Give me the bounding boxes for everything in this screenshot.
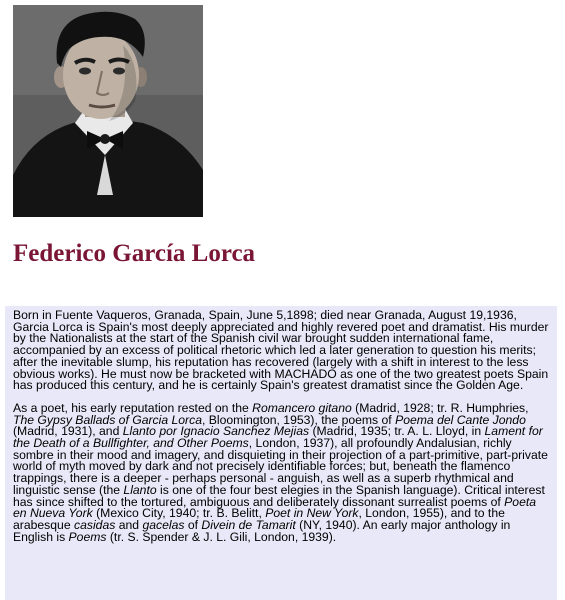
work-title: The Gypsy Ballads of Garcia Lorca: [13, 412, 202, 427]
bio-text-run: of: [184, 517, 202, 532]
bio-text-run: , London, 1937), all profoundly Andalusian, richly sombre in their mood and imagery, and disquieting in their projection of a part-primitive, part-private world of myth moved by dark and not precisely identifiable forces; but, beneath the flamenco trappings, there is a deeper - perhaps personal - anguish, as well as a superb rhythmical and linguistic sense (the: [13, 436, 548, 497]
bio-text-run: , Bloomington, 1953), the poems of: [202, 412, 396, 427]
bio-text-run: (Madrid, 1928; tr. R. Humphries,: [351, 400, 529, 415]
bio-text-run: (Madrid, 1931), and: [13, 424, 123, 439]
bio-text-run: , London, 1955), and to the arabesque: [13, 506, 505, 532]
bio-text-run: is one of the four best elegies in the Spanish language). Critical interest has since shifted to the tortured, ambiguous and deliberately dissonant surrealist poems of: [13, 482, 545, 509]
work-title: gacelas: [142, 517, 185, 532]
work-title: Romancero gitano: [252, 400, 352, 415]
work-title: Llanto: [123, 482, 157, 497]
bio-paragraph-2: [13, 400, 551, 544]
work-title: Llanto por Ignacio Sanchez Mejias: [122, 424, 310, 439]
biography-box: [5, 306, 557, 600]
bio-text-run: (NY, 1940). An early major anthology in English is: [13, 517, 511, 544]
work-title: Poet in New York: [265, 506, 359, 521]
work-title: casidas: [74, 517, 116, 532]
work-title: Lament for the Death of a Bullfighter, and Other Poems: [13, 424, 543, 451]
bio-text-run: (Mexico City, 1940; tr. B. Belitt,: [92, 506, 266, 521]
bio-text-run: (Madrid, 1935; tr. A. L. Lloyd, in: [309, 424, 485, 439]
bio-text-run: As a poet, his early reputation rested on the: [13, 400, 253, 415]
work-title: Poeta en Nueva York: [13, 494, 537, 521]
bio-text-run: and: [115, 517, 143, 532]
work-title: Divein de Tamarit: [201, 517, 296, 532]
work-title: Poema del Cante Jondo: [395, 412, 526, 427]
bio-text-run: (tr. S. Spender & J. L. Gili, London, 1939).: [106, 529, 337, 544]
work-title: Poems: [68, 529, 107, 544]
page-title: Federico García Lorca: [13, 240, 256, 267]
bio-paragraph-1: Born in Fuente Vaqueros, Granada, Spain, June 5,1898; died near Granada, August 19,1936, Garcia Lorca is Spain's most deeply appreciated and highly revered poet and dramatist. His murder by the Nationalists at the start of the Spanish civil war brought sudden international fame, accompanied by an excess of political rhetoric which led a later generation to question his merits; after the inevitable slump, his reputation has recovered (largely with a shift in interest to the less obvious works). He must now be bracketed with MACHADO as one of the two greatest poets Spain has produced this century, and he is certainly Spain's greatest dramatist since the Golden Age.: [13, 308, 549, 393]
portrait-photo: [13, 5, 203, 217]
